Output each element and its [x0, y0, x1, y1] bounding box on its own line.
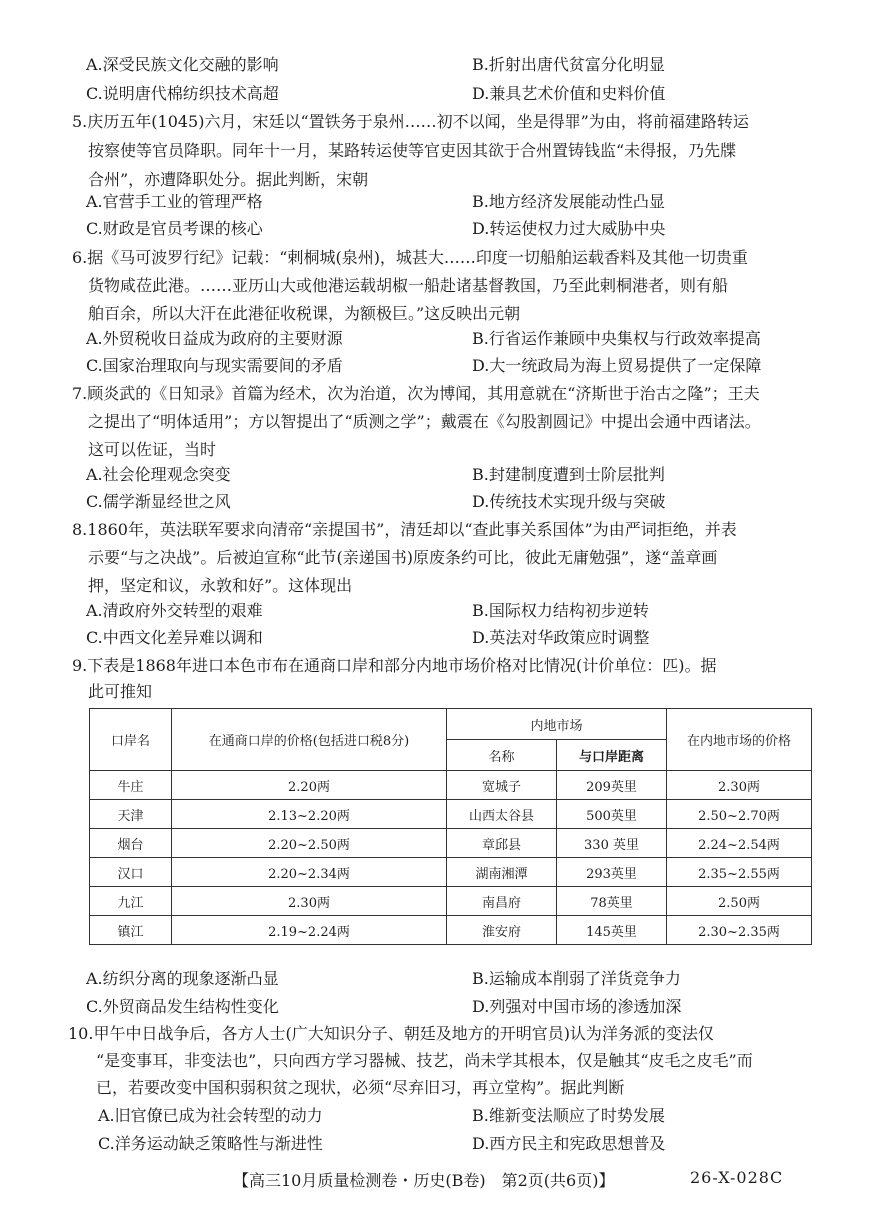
q9-stem-line-1: 9.下表是1868年进口本色市布在通商口岸和部分内地市场价格对比情况(计价单位：匹)。据: [72, 656, 717, 675]
cell-inland-price: 2.24~2.54两: [667, 829, 812, 858]
q10-stem-line-2: “是变事耳，非变法也”，只向西方学习器械、技艺，尚未学其根本，仅是触其“皮毛之皮毛”而: [96, 1051, 753, 1070]
q8-stem-line-3: 押，坚定和议，永敦和好”。这体现出: [88, 576, 353, 595]
q6-stem-line-2: 货物咸莅此港。……亚历山大或他港运载胡椒一船赴诸基督教国，乃至此剌桐港者，则有船: [88, 276, 729, 295]
cell-port: 烟台: [90, 829, 172, 858]
q8-option-a: A.清政府外交转型的艰难: [86, 601, 263, 620]
header-port-price: 在通商口岸的价格(包括进口税8分): [172, 709, 447, 771]
cell-port-price: 2.20~2.50两: [172, 829, 447, 858]
cell-market: 淮安府: [447, 916, 557, 945]
page-footer-title: 【高三10月质量检测卷・历史(B卷) 第2页(共6页)】: [233, 1171, 615, 1190]
q9-option-d: D.列强对中国市场的渗透加深: [472, 997, 682, 1016]
q10-stem-line-3: 已，若要改变中国积弱积贫之现状，必须“尽弃旧习，再立堂构”。据此判断: [96, 1078, 625, 1097]
table-row: [90, 771, 812, 800]
q9-option-a: A.纺织分离的现象逐渐凸显: [86, 969, 279, 988]
cell-market: 章邱县: [447, 829, 557, 858]
cell-port: 天津: [90, 800, 172, 829]
price-table: [89, 708, 812, 945]
cell-distance: 500英里: [557, 800, 667, 829]
q5-stem-line-1: 5.庆历五年(1045)六月，宋廷以“置铁务于泉州……初不以闻，坐是得罪”为由，将前福建路转运: [72, 112, 749, 131]
q10-option-d: D.西方民主和宪政思想普及: [472, 1134, 666, 1153]
cell-inland-price: 2.30~2.35两: [667, 916, 812, 945]
q10-option-b: B.维新变法顺应了时势发展: [472, 1106, 665, 1125]
cell-port-price: 2.13~2.20两: [172, 800, 447, 829]
prev-option-a: A.深受民族文化交融的影响: [86, 55, 279, 74]
header-inland-market: 内地市场: [447, 709, 667, 740]
q7-stem-line-1: 7.顾炎武的《日知录》首篇为经术，次为治道，次为博闻，其用意就在“济斯世于治古之隆”；王夫: [72, 384, 760, 403]
cell-distance: 330 英里: [557, 829, 667, 858]
q7-option-c: C.儒学渐显经世之风: [86, 492, 231, 511]
q6-stem-line-1: 6.据《马可波罗行纪》记载：“剌桐城(泉州)，城甚大……印度一切船舶运载香料及其他一切贵重: [72, 248, 748, 267]
cell-distance: 145英里: [557, 916, 667, 945]
q6-option-d: D.大一统政局为海上贸易提供了一定保障: [472, 356, 762, 375]
cell-port-price: 2.30两: [172, 887, 447, 916]
prev-option-b: B.折射出唐代贫富分化明显: [472, 55, 665, 74]
q6-option-c: C.国家治理取向与现实需要间的矛盾: [86, 356, 343, 375]
cell-inland-price: 2.50两: [667, 887, 812, 916]
table-row: [90, 800, 812, 829]
q7-option-d: D.传统技术实现升级与突破: [472, 492, 666, 511]
table-row: [90, 887, 812, 916]
cell-port-price: 2.20两: [172, 771, 447, 800]
table-row: [90, 916, 812, 945]
q9-stem-line-2: 此可推知: [88, 682, 153, 701]
table-row: [90, 858, 812, 887]
header-port: 口岸名: [90, 709, 172, 771]
cell-inland-price: 2.35~2.55两: [667, 858, 812, 887]
cell-distance: 293英里: [557, 858, 667, 887]
cell-port: 牛庄: [90, 771, 172, 800]
cell-market: 宽城子: [447, 771, 557, 800]
q10-stem-line-1: 10.甲午中日战争后，各方人士(广大知识分子、朝廷及地方的开明官员)认为洋务派的变法仅: [68, 1024, 714, 1043]
cell-market: 山西太谷县: [447, 800, 557, 829]
header-market-name: 名称: [447, 740, 557, 771]
cell-port: 镇江: [90, 916, 172, 945]
q7-stem-line-2: 之提出了“明体适用”；方以智提出了“质测之学”；戴震在《勾股割圆记》中提出会通中西诸法。: [88, 412, 761, 431]
q8-stem-line-1: 8.1860年，英法联军要求向清帝“亲提国书”，清廷却以“查此事关系国体”为由严词拒绝，并表: [72, 520, 737, 539]
q6-option-b: B.行省运作兼顾中央集权与行政效率提高: [472, 329, 761, 348]
table-row: [90, 829, 812, 858]
paper-code: 26-X-028C: [690, 1168, 784, 1187]
q7-option-a: A.社会伦理观念突变: [86, 465, 231, 484]
cell-port: 九江: [90, 887, 172, 916]
q6-option-a: A.外贸税收日益成为政府的主要财源: [86, 329, 343, 348]
cell-distance: 209英里: [557, 771, 667, 800]
header-distance: 与口岸距离: [557, 740, 667, 771]
cell-market: 湖南湘潭: [447, 858, 557, 887]
q9-option-c: C.外贸商品发生结构性变化: [86, 997, 279, 1016]
q8-stem-line-2: 示要“与之决战”。后被迫宣称“此节(亲递国书)原废条约可比，彼此无庸勉强”，遂“盖章画: [88, 548, 718, 567]
q7-stem-line-3: 这可以佐证，当时: [88, 440, 217, 459]
q5-option-d: D.转运使权力过大威胁中央: [472, 219, 666, 238]
cell-market: 南昌府: [447, 887, 557, 916]
q10-option-c: C.洋务运动缺乏策略性与渐进性: [98, 1134, 323, 1153]
cell-inland-price: 2.30两: [667, 771, 812, 800]
q5-option-c: C.财政是官员考课的核心: [86, 219, 263, 238]
cell-port-price: 2.20~2.34两: [172, 858, 447, 887]
prev-option-c: C.说明唐代棉纺织技术高超: [86, 84, 279, 103]
q8-option-b: B.国际权力结构初步逆转: [472, 601, 649, 620]
q5-stem-line-3: 合州”，亦遭降职处分。据此判断，宋朝: [88, 170, 369, 189]
header-inland-price: 在内地市场的价格: [667, 709, 812, 771]
q6-stem-line-3: 舶百余，所以大汗在此港征收税课，为额极巨。”这反映出元朝: [88, 304, 521, 323]
cell-inland-price: 2.50~2.70两: [667, 800, 812, 829]
q7-option-b: B.封建制度遭到士阶层批判: [472, 465, 665, 484]
q8-option-d: D.英法对华政策应时调整: [472, 628, 650, 647]
q10-option-a: A.旧官僚已成为社会转型的动力: [98, 1106, 323, 1125]
q8-option-c: C.中西文化差异难以调和: [86, 628, 263, 647]
q5-option-a: A.官营手工业的管理严格: [86, 192, 263, 211]
cell-distance: 78英里: [557, 887, 667, 916]
q5-stem-line-2: 按察使等官员降职。同年十一月，某路转运使等官吏因其欲于合州置铸钱监“未得报，乃先牒: [88, 141, 737, 160]
cell-port: 汉口: [90, 858, 172, 887]
q5-option-b: B.地方经济发展能动性凸显: [472, 192, 665, 211]
q9-option-b: B.运输成本削弱了洋货竞争力: [472, 969, 681, 988]
cell-port-price: 2.19~2.24两: [172, 916, 447, 945]
prev-option-d: D.兼具艺术价值和史料价值: [472, 84, 666, 103]
